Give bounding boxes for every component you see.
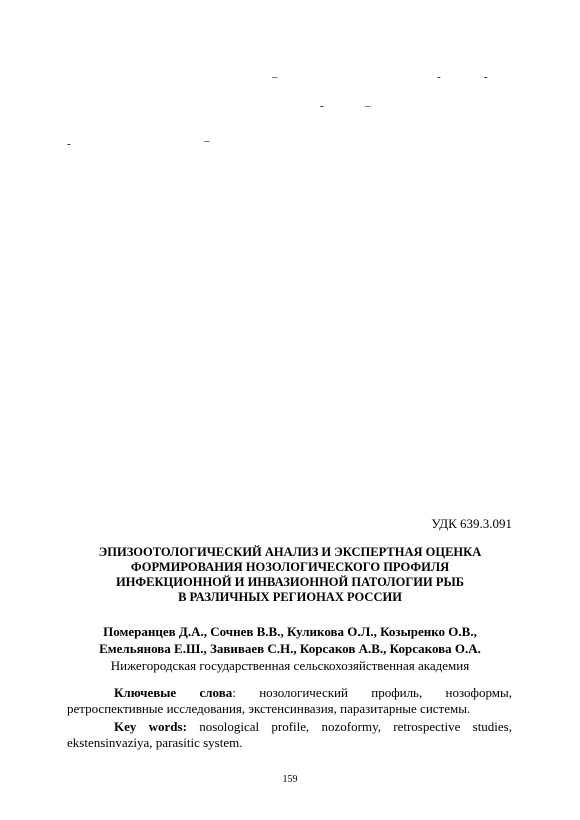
title-line: ИНФЕКЦИОННОЙ И ИНВАЗИОННОЙ ПАТОЛОГИИ РЫБ (115, 575, 465, 589)
keywords-en-line (67, 719, 512, 735)
keywords-en-text: ekstensinvaziya, parasitic system. (67, 735, 243, 750)
dash-artifact: - (67, 138, 71, 150)
keywords-en (67, 719, 512, 751)
keywords-ru (67, 685, 512, 717)
keywords-ru-text: ретроспективные исследования, экстенсинвазия, паразитарные системы. (67, 701, 471, 716)
keywords-ru-label: Ключевые слова (114, 685, 233, 700)
dash-artifact: - (484, 71, 488, 83)
keywords-ru-separator: : (232, 685, 236, 700)
dash-artifact: – (365, 100, 371, 112)
keywords-en-text: nosological profile, nozoformy, retrospective studies, (199, 719, 512, 734)
title-line: В РАЗЛИЧНЫХ РЕГИОНАХ РОССИИ (178, 590, 402, 604)
authors-block (60, 623, 520, 674)
authors-line: Померанцев Д.А., Сочнев В.В., Куликова О.Л., Козыренко О.В., (103, 624, 477, 639)
keywords-ru-line (67, 685, 512, 701)
title-line: ЭПИЗООТОЛОГИЧЕСКИЙ АНАЛИЗ И ЭКСПЕРТНАЯ ОЦЕНКА (98, 545, 482, 559)
affiliation: Нижегородская государственная сельскохозяйственная академия (110, 658, 470, 673)
title-line: ФОРМИРОВАНИЯ НОЗОЛОГИЧЕСКОГО ПРОФИЛЯ (130, 560, 450, 574)
dash-artifact: - (320, 100, 324, 112)
dash-artifact: – (272, 71, 278, 83)
keywords-en-label: Key words: (114, 719, 187, 734)
dash-artifact: - (437, 71, 441, 83)
udk-code: УДК 639.3.091 (431, 516, 512, 531)
article-title (60, 545, 520, 605)
keywords-ru-text: нозологический профиль, нозоформы, (259, 685, 512, 700)
page-number: 159 (282, 774, 298, 785)
dash-artifact: – (204, 135, 210, 147)
authors-line: Емельянова Е.Ш., Завиваев С.Н., Корсаков А.В., Корсакова О.А. (99, 641, 481, 656)
